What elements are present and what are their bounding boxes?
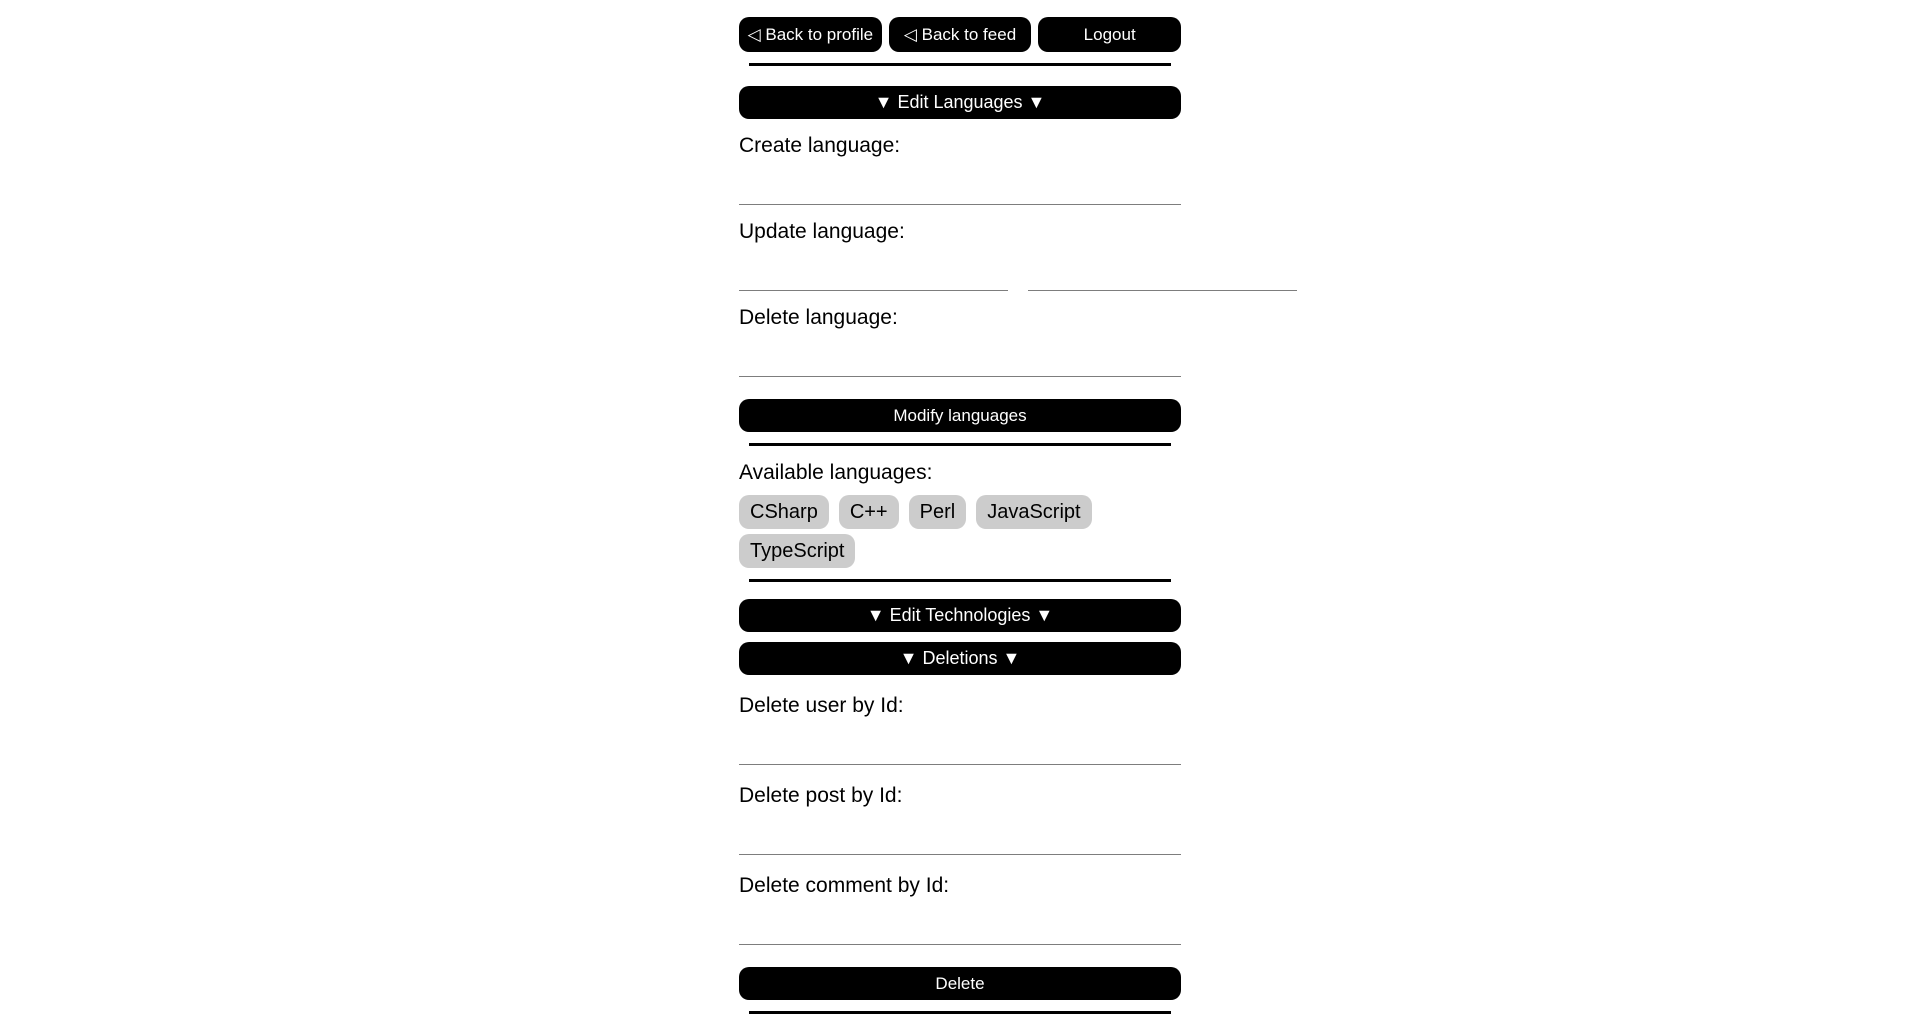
delete-post-input[interactable]	[739, 818, 1181, 855]
delete-comment-input[interactable]	[739, 908, 1181, 945]
language-pill: Perl	[909, 495, 967, 529]
delete-comment-label: Delete comment by Id:	[739, 874, 950, 897]
deletions-section	[739, 642, 1181, 1014]
language-pill: TypeScript	[739, 534, 855, 568]
toolbar-divider	[749, 63, 1171, 66]
logout-button[interactable]: Logout	[1038, 17, 1181, 52]
update-language-input-1[interactable]	[739, 254, 1008, 291]
delete-post-label: Delete post by Id:	[739, 784, 903, 807]
update-language-label: Update language:	[739, 220, 905, 243]
modify-languages-button[interactable]: Modify languages	[739, 399, 1181, 432]
delete-button[interactable]: Delete	[739, 967, 1181, 1000]
language-pill: C++	[839, 495, 899, 529]
languages-divider	[749, 579, 1171, 582]
deletions-toggle[interactable]: ▼ Deletions ▼	[739, 642, 1181, 675]
create-language-input[interactable]	[739, 168, 1181, 205]
edit-technologies-toggle[interactable]: ▼ Edit Technologies ▼	[739, 599, 1181, 632]
content-column	[739, 0, 1181, 1014]
update-language-row	[739, 245, 1181, 291]
edit-languages-section	[739, 86, 1181, 582]
delete-user-input[interactable]	[739, 728, 1181, 765]
back-to-profile-button[interactable]: ◁ Back to profile	[739, 17, 882, 52]
back-to-feed-button[interactable]: ◁ Back to feed	[889, 17, 1032, 52]
create-language-label: Create language:	[739, 134, 901, 157]
update-language-input-2[interactable]	[1028, 254, 1297, 291]
modify-divider	[749, 443, 1171, 446]
delete-user-label: Delete user by Id:	[739, 694, 904, 717]
toolbar	[739, 17, 1181, 52]
available-languages-label: Available languages:	[739, 461, 933, 484]
available-languages-list	[739, 495, 1181, 568]
language-pill: CSharp	[739, 495, 829, 529]
language-pill: JavaScript	[976, 495, 1091, 529]
delete-language-label: Delete language:	[739, 306, 898, 329]
edit-languages-toggle[interactable]: ▼ Edit Languages ▼	[739, 86, 1181, 119]
delete-language-input[interactable]	[739, 340, 1181, 377]
